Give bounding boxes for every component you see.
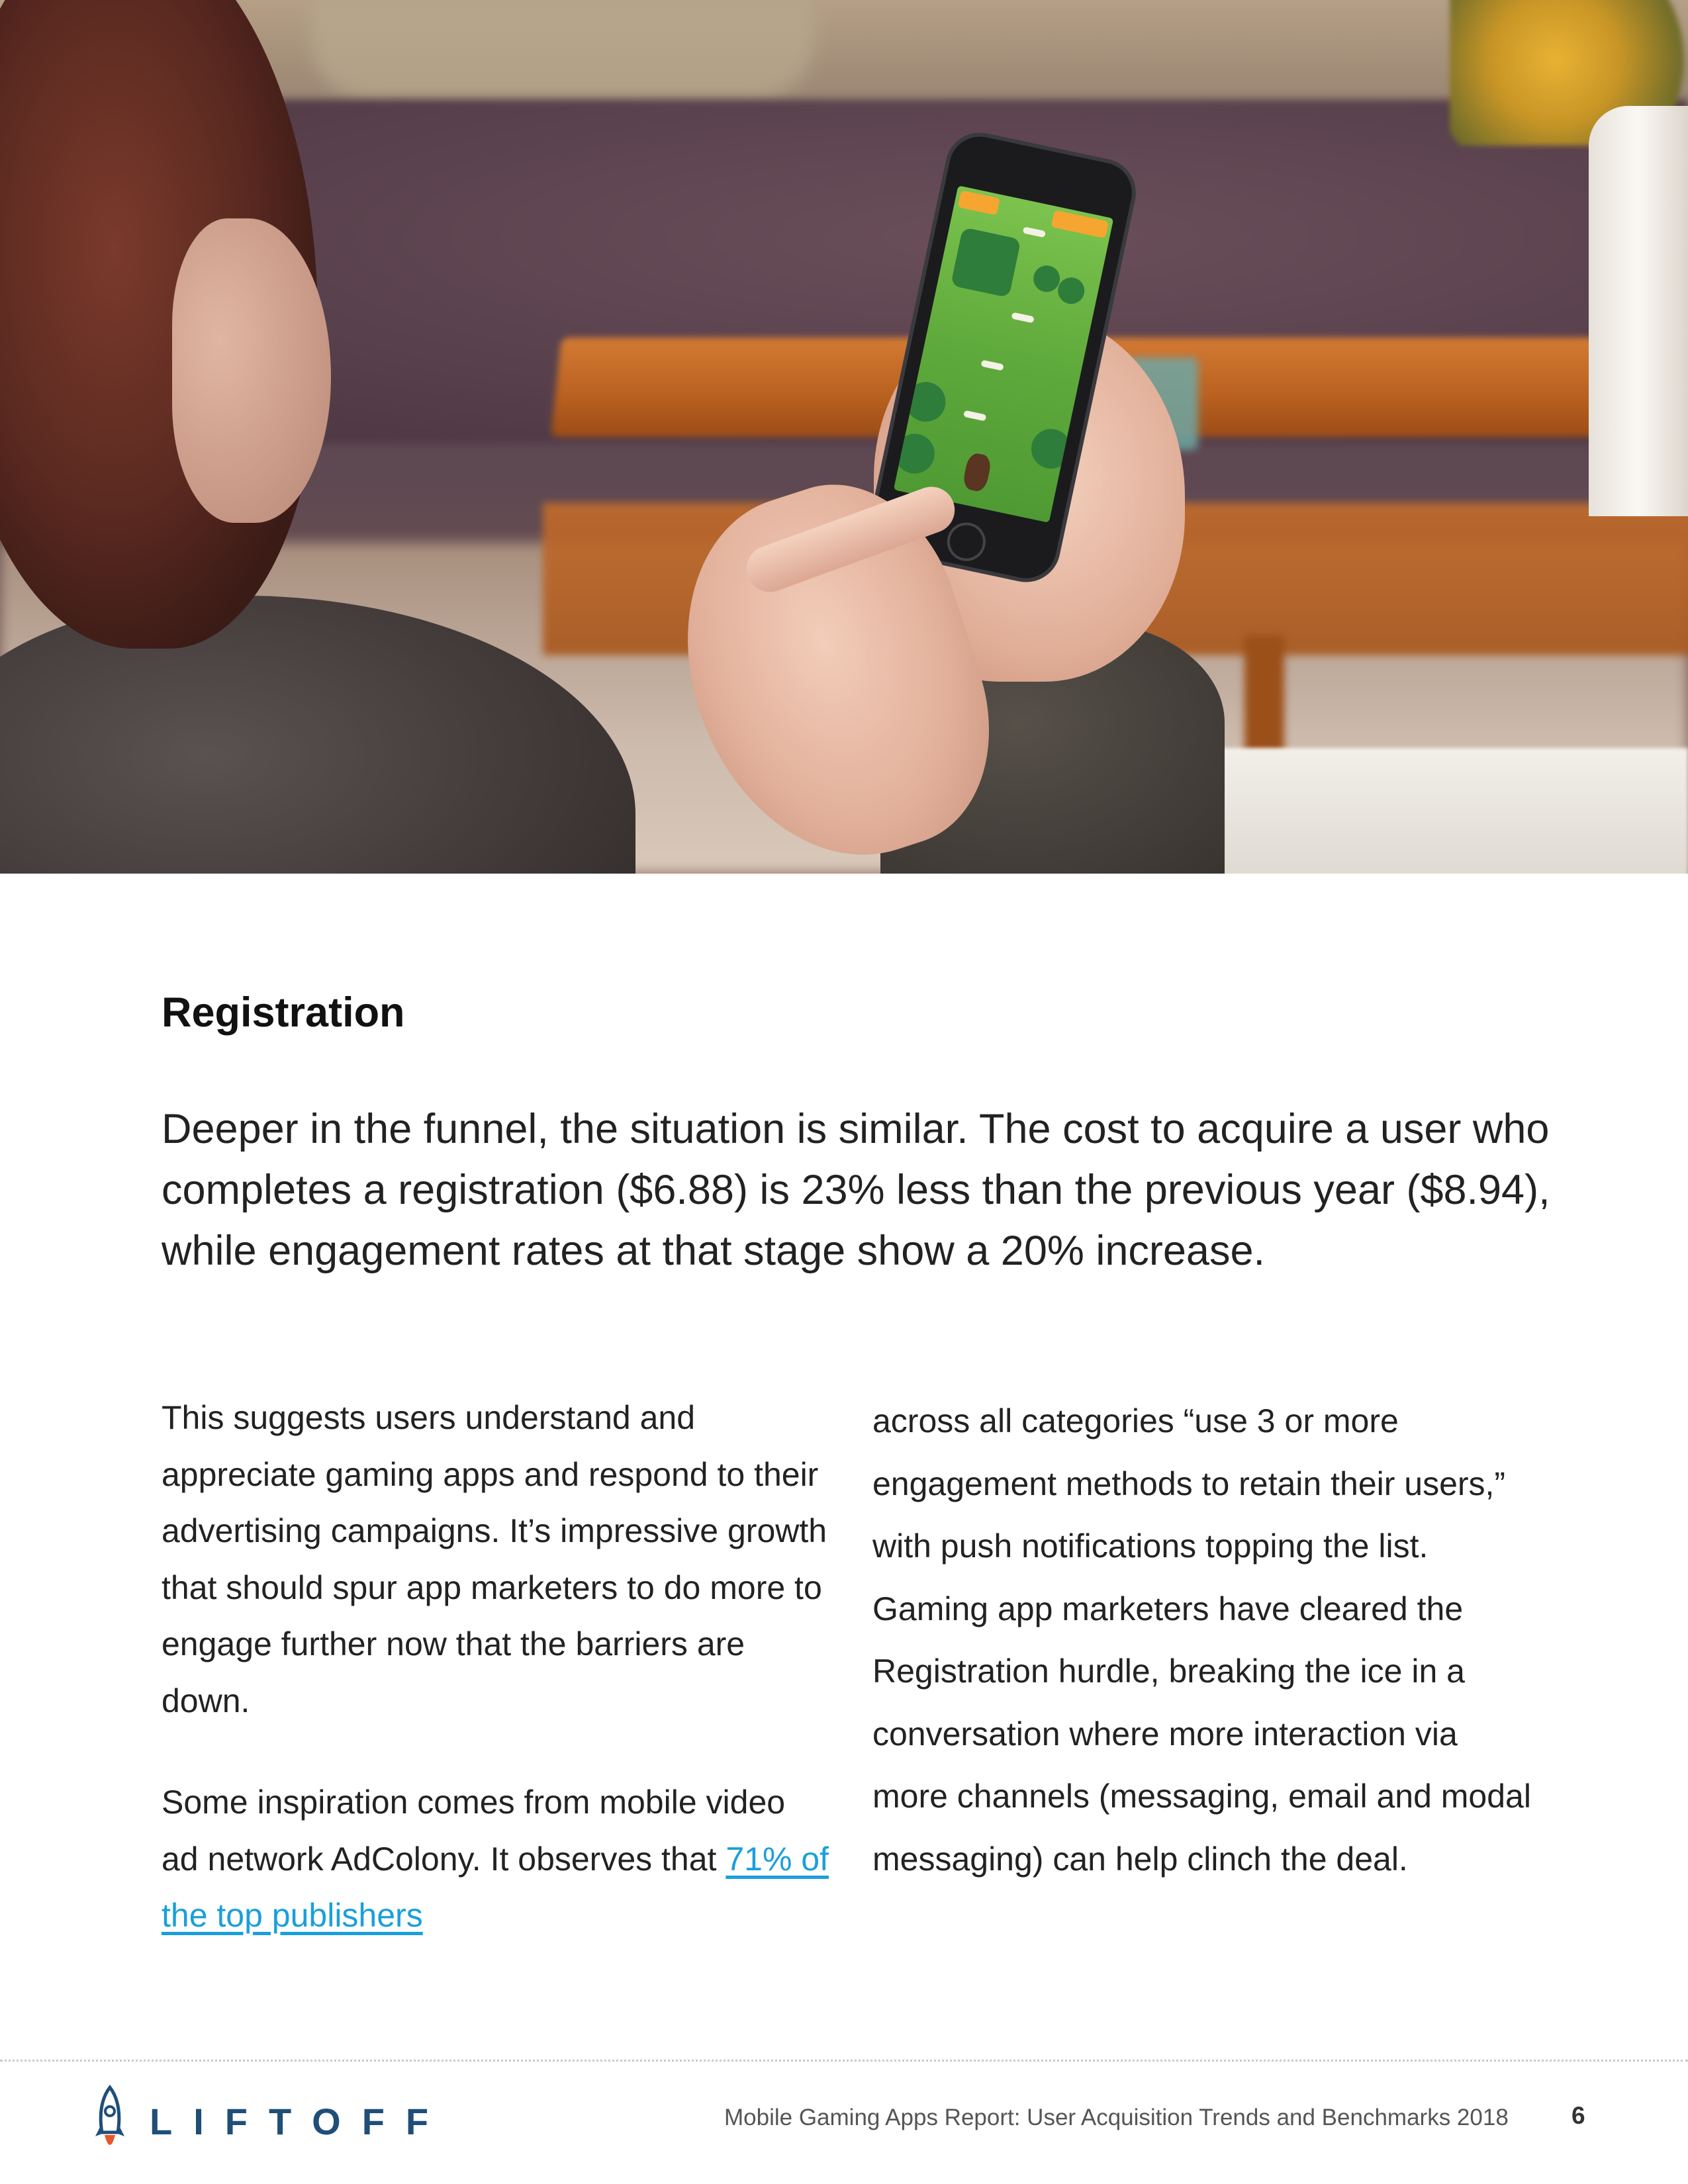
game-bush xyxy=(1055,275,1086,306)
publishers-stat-link[interactable]: 71% of the top publishers xyxy=(162,1840,829,1934)
game-dog-character xyxy=(962,452,993,493)
photo-vase xyxy=(1589,106,1688,516)
lede-paragraph: Deeper in the funnel, the situation is similar. The cost to acquire a user who completes a registration ($6.88) is 23% less than the previous year ($8.94), while engagement rates at that stage show a 20% increase. xyxy=(162,1106,1550,1274)
game-bush xyxy=(902,379,949,426)
game-stamina-badge xyxy=(1051,210,1109,238)
game-bone xyxy=(980,360,1004,371)
game-bone xyxy=(1023,226,1046,238)
section-heading: Registration xyxy=(162,989,405,1036)
body-column-left xyxy=(162,1390,830,1944)
liftoff-logo xyxy=(93,2085,449,2158)
report-title: Mobile Gaming Apps Report: User Acquisition Trends and Benchmarks 2018 xyxy=(724,2105,1509,2130)
body-paragraph-text: Some inspiration comes from mobile video ad network AdColony. It observes that xyxy=(162,1784,786,1878)
photo-magazine xyxy=(1185,748,1688,874)
game-score-badge xyxy=(958,190,1000,215)
hero-photo xyxy=(0,0,1688,874)
photo-pillow xyxy=(311,0,814,99)
footer-divider xyxy=(0,2060,1688,2062)
body-column-right xyxy=(872,1390,1541,1890)
body-paragraph: This suggests users understand and appreciate gaming apps and respond to their advertising campaigns. It’s impressive growth that should spur app marketers to do more to engage further now that the barriers are down. xyxy=(162,1399,827,1719)
game-bush xyxy=(1027,426,1074,473)
game-bone xyxy=(1011,312,1034,324)
game-bush xyxy=(894,430,939,477)
game-bone xyxy=(963,410,986,422)
body-paragraph: across all categories “use 3 or more engagement methods to retain their users,” with push notifications topping the list. Gaming app marketers have cleared the Registration hurdle, breaking the ice in a conversation where more interaction via more channels (messaging, email and modal messaging) can help clinch the deal. xyxy=(872,1402,1531,1878)
photo-phone-home-button xyxy=(943,519,989,565)
body-paragraph xyxy=(162,1774,830,1944)
rocket-icon xyxy=(93,2085,127,2158)
game-hedge xyxy=(951,227,1021,298)
logo-wordmark: LIFTOFF xyxy=(150,2100,450,2142)
page-number: 6 xyxy=(1571,2102,1585,2129)
